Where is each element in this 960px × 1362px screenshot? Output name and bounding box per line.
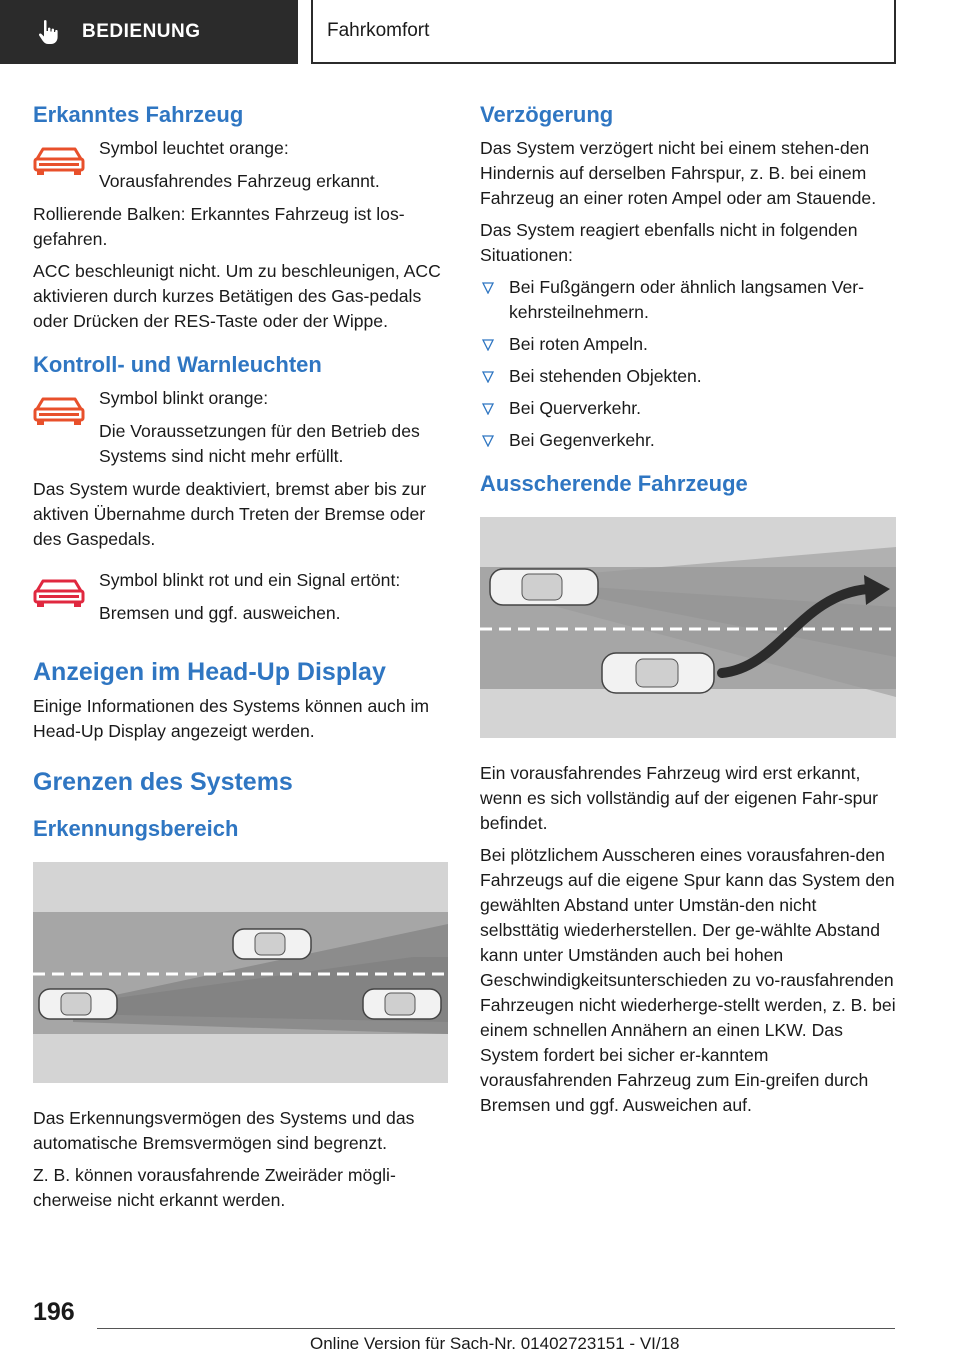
footer-divider <box>97 1328 895 1329</box>
car-icon <box>602 653 714 693</box>
car-icon <box>39 989 117 1019</box>
detection-range-illustration <box>33 862 448 1083</box>
paragraph: Z. B. können vorausfahrende Zweiräder mögli-cherweise nicht erkannt werden. <box>33 1165 396 1210</box>
paragraph: Ein vorausfahrendes Fahrzeug wird erst erkannt, wenn es sich vollständig auf der eigenen Fahr-spur befindet. <box>480 763 879 833</box>
car-icon <box>363 989 441 1019</box>
list-item: Bei Gegenverkehr. <box>480 428 896 453</box>
paragraph: Das System verzögert nicht bei einem stehen-den Hindernis auf derselben Fahrspur, z. B. bei einem Fahrzeug an einer roten Ampel oder am Stauende. <box>480 138 877 208</box>
hand-pointer-icon <box>38 19 60 45</box>
list-item: Bei Querverkehr. <box>480 396 896 421</box>
car-icon <box>490 569 598 605</box>
symbol-description: Symbol blinkt orange: <box>99 388 269 408</box>
paragraph: Einige Informationen des Systems können auch im Head-Up Display angezeigt werden. <box>33 696 430 741</box>
footer-version: Online Version für Sach-Nr. 01402723151 - VI/18 <box>310 1334 680 1353</box>
page-number: 196 <box>33 1298 75 1326</box>
symbol-meaning: Bremsen und ggf. ausweichen. <box>99 603 341 623</box>
heading-kontroll-warnleuchten: Kontroll- und Warnleuchten <box>33 352 322 377</box>
symbol-row-orange-lit <box>33 136 448 202</box>
heading-erkanntes-fahrzeug: Erkanntes Fahrzeug <box>33 102 244 127</box>
section-tab <box>0 0 298 64</box>
list-item: Bei Fußgängern oder ähnlich langsamen Ver-kehrsteilnehmern. <box>480 275 896 325</box>
car-icon <box>233 929 311 959</box>
left-column <box>33 100 448 1220</box>
list-item: Bei roten Ampeln. <box>480 332 896 357</box>
symbol-row-orange-blink <box>33 386 448 477</box>
triangle-bullet-icon <box>482 339 494 351</box>
symbol-row-red-blink <box>33 568 448 634</box>
paragraph: Das Erkennungsvermögen des Systems und das automatische Bremsvermögen sind begrenzt. <box>33 1108 415 1153</box>
vehicle-detected-icon <box>33 136 99 202</box>
triangle-bullet-icon <box>482 282 494 294</box>
heading-grenzen-des-systems: Grenzen des Systems <box>33 768 293 796</box>
chapter-header <box>311 0 896 64</box>
heading-erkennungsbereich: Erkennungsbereich <box>33 816 239 841</box>
section-title: BEDIENUNG <box>82 21 201 42</box>
heading-head-up-display: Anzeigen im Head-Up Display <box>33 658 386 686</box>
paragraph: Das System wurde deaktiviert, bremst aber bis zur aktiven Übernahme durch Treten der Bremse oder des Gaspedals. <box>33 479 427 549</box>
heading-ausscherende-fahrzeuge: Ausscherende Fahrzeuge <box>480 471 748 496</box>
vehicle-warning-red-icon <box>33 568 99 634</box>
right-column <box>480 100 896 1125</box>
chapter-title: Fahrkomfort <box>327 20 430 41</box>
triangle-bullet-icon <box>482 435 494 447</box>
triangle-bullet-icon <box>482 403 494 415</box>
symbol-description: Symbol leuchtet orange: <box>99 138 289 158</box>
vehicle-warning-orange-icon <box>33 386 99 477</box>
symbol-description: Symbol blinkt rot und ein Signal ertönt: <box>99 570 401 590</box>
list-item: Bei stehenden Objekten. <box>480 364 896 389</box>
symbol-meaning: Die Voraussetzungen für den Betrieb des Systems sind nicht mehr erfüllt. <box>99 421 420 466</box>
cutting-in-vehicle-illustration <box>480 517 896 738</box>
paragraph: ACC beschleunigt nicht. Um zu beschleunigen, ACC aktivieren durch kurzes Betätigen des Gas-pedals oder Drücken der RES-Taste oder der Wippe. <box>33 261 441 331</box>
paragraph: Das System reagiert ebenfalls nicht in folgenden Situationen: <box>480 220 858 265</box>
heading-verzoegerung: Verzögerung <box>480 102 614 127</box>
triangle-bullet-icon <box>482 371 494 383</box>
paragraph: Rollierende Balken: Erkanntes Fahrzeug ist los-gefahren. <box>33 204 405 249</box>
paragraph: Bei plötzlichem Ausscheren eines vorausfahren-den Fahrzeugs auf die eigene Spur kann das System den gewählten Abstand unter Umstän-den nicht selbsttätig wiederherstellen. Der ge-wählte Abstand kann unter Umständen auch bei hohen Geschwindigkeitsunterschieden zu vo-rausfahrenden Fahrzeugen nicht wiederherge-stellt werden, z. B. bei einem schnellen Annähern an einen LKW. Das System fordert bei sicher er-kanntem vorausfahrenden Fahrzeug zum Ein-greifen durch Bremsen und ggf. Ausweichen auf. <box>480 845 896 1115</box>
symbol-meaning: Vorausfahrendes Fahrzeug erkannt. <box>99 171 380 191</box>
situation-list <box>480 275 896 453</box>
